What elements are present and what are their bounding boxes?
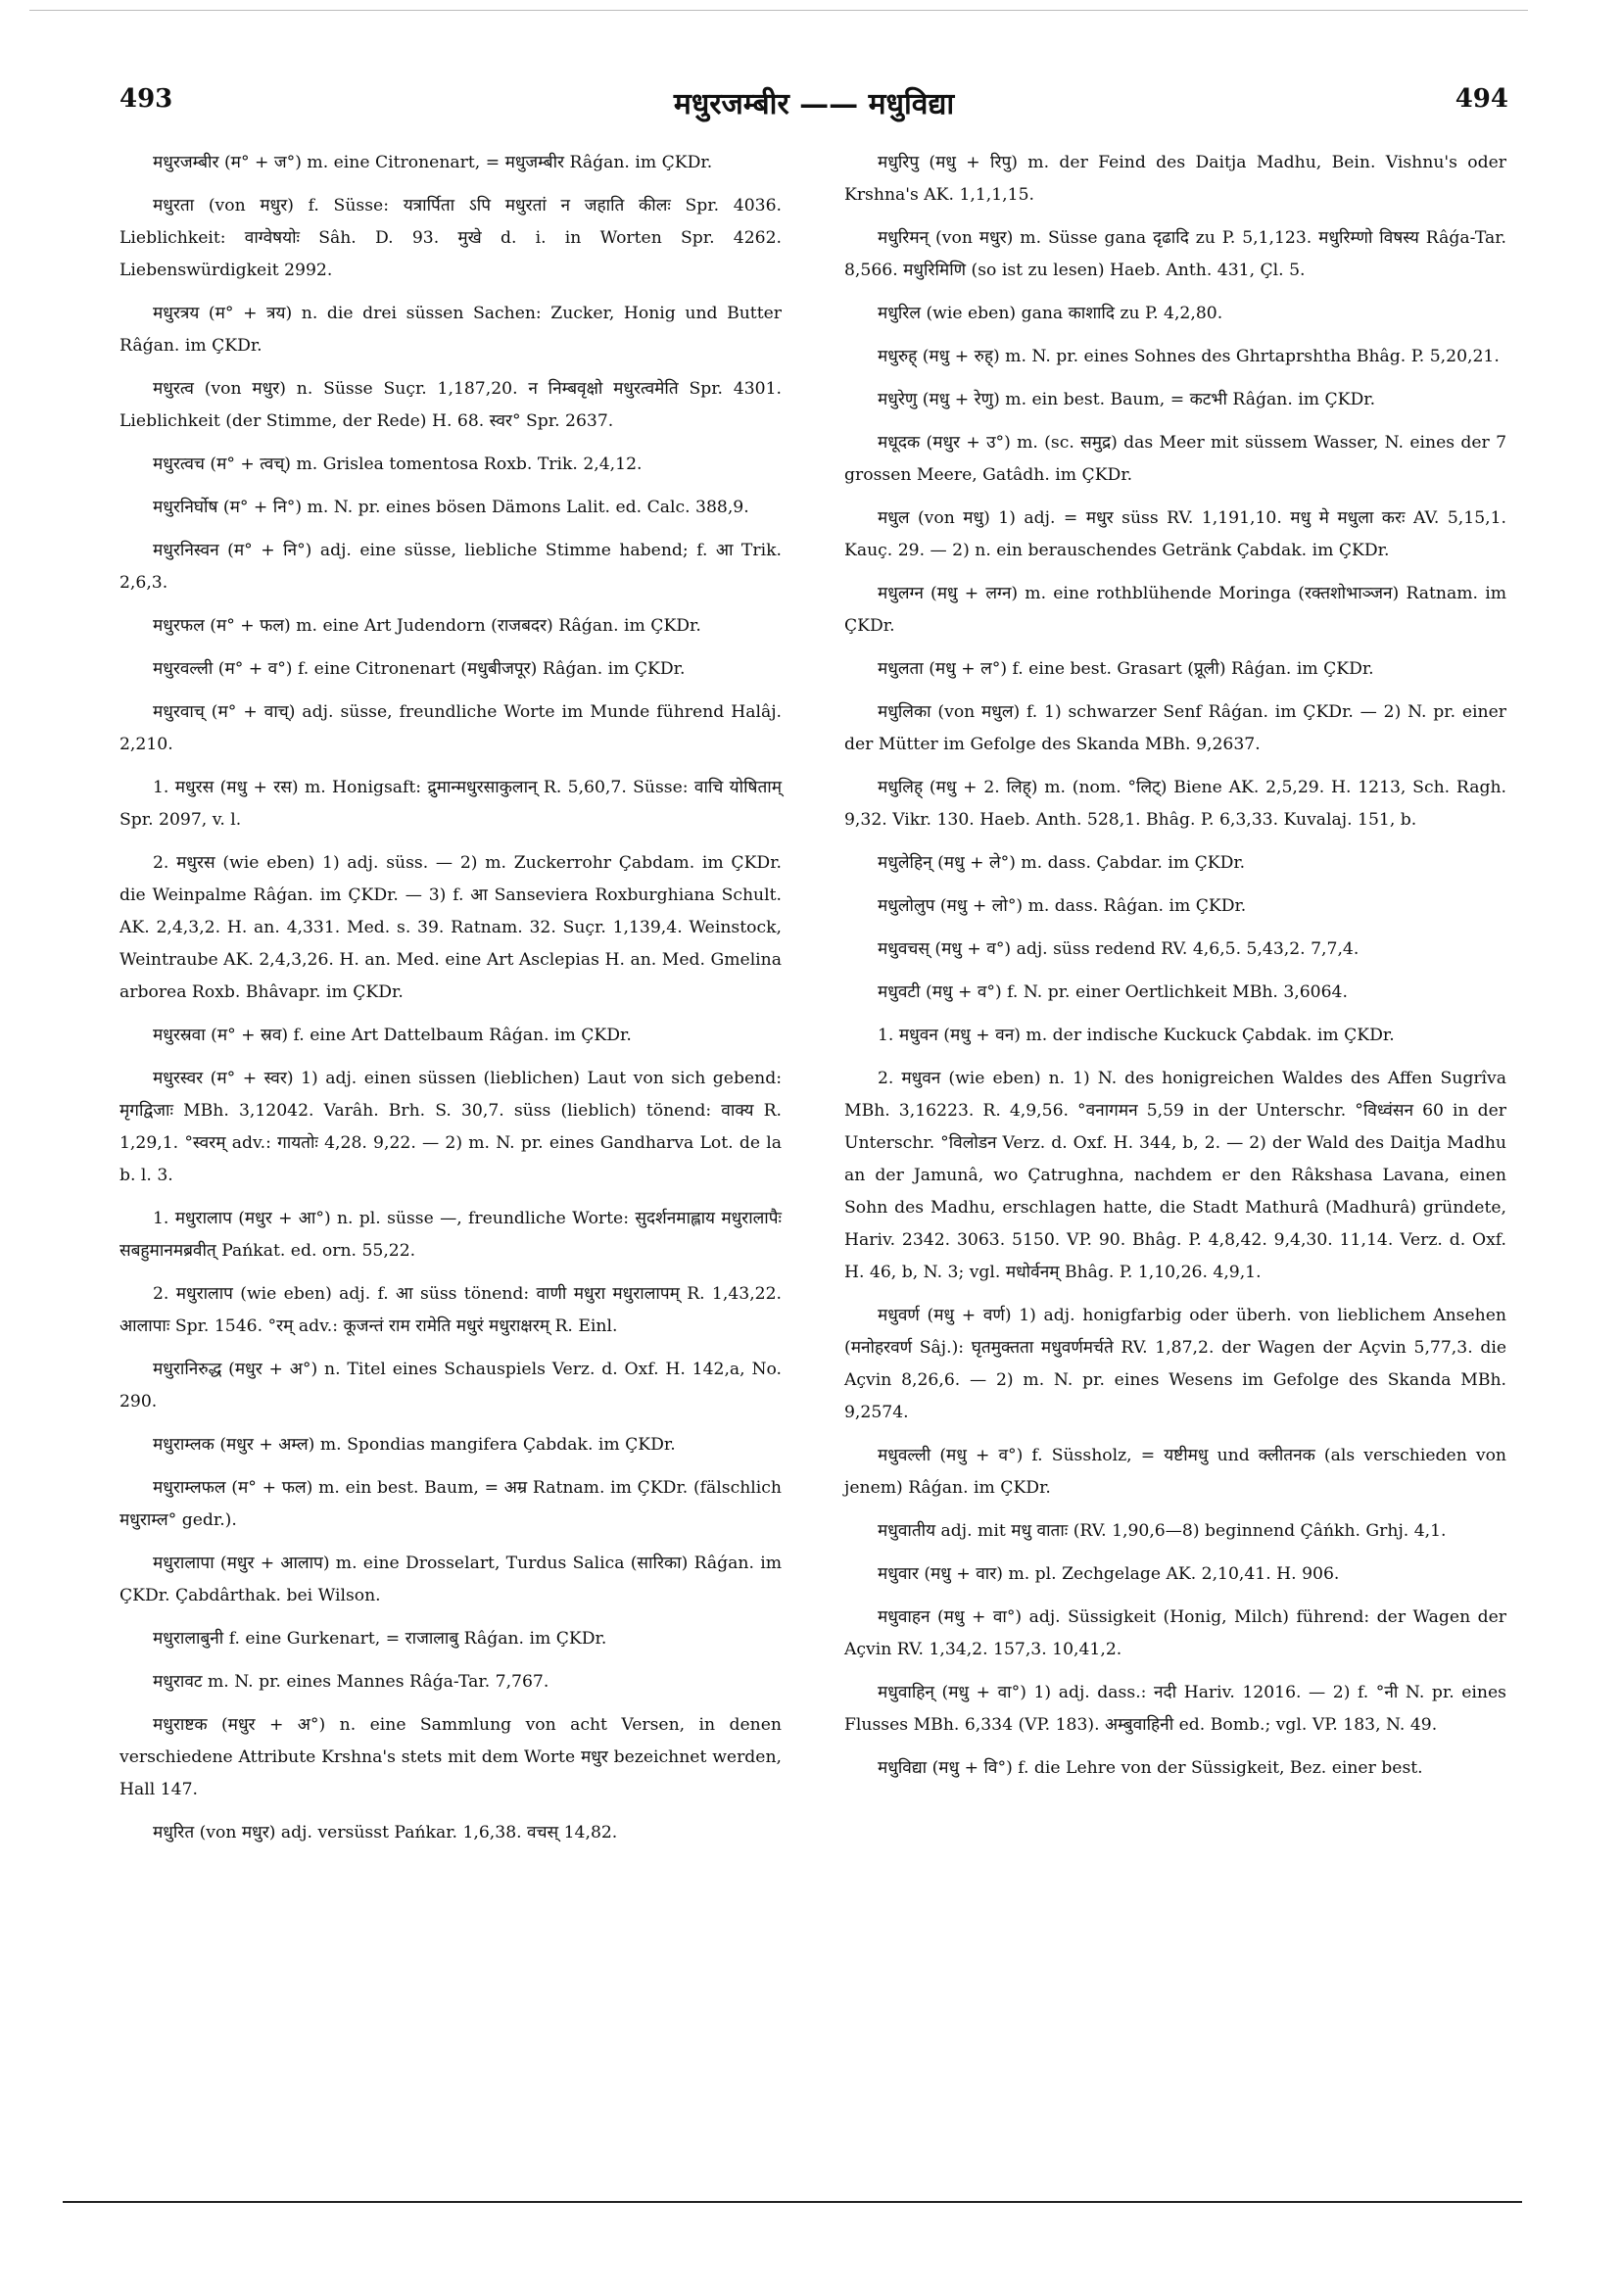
right-column [844, 147, 1506, 1795]
dictionary-entry: मधुवातीय adj. mit मधु वाताः (RV. 1,90,6—8) beginnend Çâńkh. Grhj. 4,1. [878, 1521, 1447, 1541]
dictionary-entry: मधुराष्टक (मधुर + अ°) n. eine Sammlung von acht Versen, in denen verschiedene Attribute Krshna's stets mit dem Worte मधुर bezeichnet werden, Hall 147. [119, 1715, 782, 1799]
running-head: मधुरजम्बीर —— मधुविद्या [673, 87, 955, 121]
dictionary-entry: मधुरालाबुनी f. eine Gurkenart, = राजालाबु Râǵan. im ÇKDr. [153, 1629, 607, 1649]
dictionary-entry: मधुवल्ली (मधु + व°) f. Süssholz, = यष्टीमधु und क्लीतनक (als verschieden von jenem) Râǵan. im ÇKDr. [844, 1446, 1506, 1498]
dictionary-entry: मधुरता (von मधुर) f. Süsse: यत्रार्पिता ऽपि मधुरतां न जहाति कीलः Spr. 4036. Lieblichkeit: वाग्वेषयोः Sâh. D. 93. मुखे d. i. in Worten Spr. 4262. Liebenswürdigkeit 2992. [119, 196, 782, 280]
page-number-right: 494 [1455, 84, 1508, 114]
dictionary-entry: मधुलता (मधु + ल°) f. eine best. Grasart (प्रूली) Râǵan. im ÇKDr. [878, 659, 1374, 679]
dictionary-entry: 2. मधुरस (wie eben) 1) adj. süss. — 2) m. Zuckerrohr Çabdam. im ÇKDr. die Weinpalme Râǵan. im ÇKDr. — 3) f. आ Sanseviera Roxburghiana Schult. AK. 2,4,3,2. H. an. 4,331. Med. s. 39. Ratnam. 32. Suçr. 1,139,4. Weinstock, Weintraube AK. 2,4,3,26. H. an. Med. eine Art Asclepias H. an. Med. Gmelina arborea Roxb. Bhâvapr. im ÇKDr. [119, 853, 782, 1002]
dictionary-entry: मधुरिमन् (von मधुर) m. Süsse gana दृढादि zu P. 5,1,123. मधुरिम्णो विषस्य Râǵa-Tar. 8,566. मधुरिमिणि (so ist zu lesen) Haeb. Anth. 431, Çl. 5. [844, 228, 1507, 280]
dictionary-entry: 1. मधुरस (मधु + रस) m. Honigsaft: द्रुमान्मधुरसाकुलान् R. 5,60,7. Süsse: वाचि योषिताम् Spr. 2097, v. l. [119, 778, 782, 830]
dictionary-entry: मधुरानिरुद्ध (मधुर + अ°) n. Titel eines Schauspiels Verz. d. Oxf. H. 142,a, No. 290. [119, 1360, 782, 1411]
dictionary-entry: मधुविद्या (मधु + वि°) f. die Lehre von der Süssigkeit, Bez. einer best. [878, 1758, 1423, 1778]
page-header [119, 84, 1508, 123]
dictionary-entry: मधुवार (मधु + वार) m. pl. Zechgelage AK. 2,10,41. H. 906. [878, 1564, 1340, 1584]
dictionary-entry: मधुरजम्बीर (म° + ज°) m. eine Citronenart, = मधुजम्बीर Râǵan. im ÇKDr. [153, 153, 713, 172]
dictionary-entry: मधुलिह् (मधु + 2. लिह्) m. (nom. °लिट्) Biene AK. 2,5,29. H. 1213, Sch. Ragh. 9,32. Vikr. 130. Haeb. Anth. 528,1. Bhâg. P. 6,3,33. Kuvalaj. 151, b. [844, 778, 1506, 830]
dictionary-entry: मधुरत्वच (म° + त्वच्) m. Grislea tomentosa Roxb. Trik. 2,4,12. [153, 454, 643, 474]
dictionary-entry: मधुलग्न (मधु + लग्न) m. eine rothblühende Moringa (रक्तशोभाञ्जन) Ratnam. im ÇKDr. [844, 584, 1506, 636]
dictionary-entry: 2. मधुरालाप (wie eben) adj. f. आ süss tönend: वाणी मधुरा मधुरालापम् R. 1,43,22. आलापाः Spr. 1546. °रम् adv.: कूजन्तं राम रामेति मधुरं मधुराक्षरम् R. Einl. [119, 1284, 782, 1336]
dictionary-entry: मधुरत्रय (म° + त्रय) n. die drei süssen Sachen: Zucker, Honig und Butter Râǵan. im ÇKDr. [119, 304, 782, 356]
dictionary-entry: मधुराम्लक (मधुर + अम्ल) m. Spondias mangifera Çabdak. im ÇKDr. [153, 1435, 676, 1455]
dictionary-entry: मधुरफल (म° + फल) m. eine Art Judendorn (राजबदर) Râǵan. im ÇKDr. [153, 616, 701, 636]
dictionary-entry: मधुरनिर्घोष (म° + नि°) m. N. pr. eines bösen Dämons Lalit. ed. Calc. 388,9. [153, 498, 749, 517]
dictionary-entry: मधुवचस् (मधु + व°) adj. süss redend RV. 4,6,5. 5,43,2. 7,7,4. [878, 939, 1360, 959]
dictionary-entry: मधुरस्रवा (म° + स्रव) f. eine Art Dattelbaum Râǵan. im ÇKDr. [153, 1026, 632, 1045]
dictionary-entry: मधुरवल्ली (म° + व°) f. eine Citronenart (मधुबीजपूर) Râǵan. im ÇKDr. [153, 659, 686, 679]
dictionary-entry: मधुरनिस्वन (म° + नि°) adj. eine süsse, liebliche Stimme habend; f. आ Trik. 2,6,3. [119, 541, 782, 593]
dictionary-entry: मधुरालापा (मधुर + आलाप) m. eine Drosselart, Turdus Salica (सारिका) Râǵan. im ÇKDr. Çabdârthak. bei Wilson. [119, 1554, 782, 1605]
dictionary-entry: मधुलेहिन् (मधु + ले°) m. dass. Çabdar. im ÇKDr. [878, 853, 1246, 873]
page-number-left: 493 [119, 84, 173, 114]
dictionary-entry: 1. मधुवन (मधु + वन) m. der indische Kuckuck Çabdak. im ÇKDr. [878, 1026, 1395, 1045]
dictionary-entry: मधुरावट m. N. pr. eines Mannes Râǵa-Tar. 7,767. [153, 1672, 549, 1692]
dictionary-entry: मधुवटी (मधु + व°) f. N. pr. einer Oertlichkeit MBh. 3,6064. [878, 982, 1348, 1002]
dictionary-entry: मधुवाहिन् (मधु + वा°) 1) adj. dass.: नदी Hariv. 12016. — 2) f. °नी N. pr. eines Flusses MBh. 6,334 (VP. 183). अम्बुवाहिनी ed. Bomb.; vgl. VP. 183, N. 49. [844, 1683, 1506, 1735]
dictionary-entry: मधुरेणु (मधु + रेणु) m. ein best. Baum, = कटभी Râǵan. im ÇKDr. [878, 390, 1376, 409]
dictionary-entry: मधुरित (von मधुर) adj. versüsst Pańkar. 1,6,38. वचस् 14,82. [153, 1823, 618, 1842]
bottom-rule [63, 2201, 1522, 2203]
dictionary-entry: 2. मधुवन (wie eben) n. 1) N. des honigreichen Waldes des Affen Sugrîva MBh. 3,16223. R. 4,9,56. °वनागमन 5,59 in der Unterschr. °विध्वंसन 60 in der Unterschr. °विलोडन Verz. d. Oxf. H. 344, b, 2. — 2) der Wald des Daitja Madhu an der Jamunâ, wo Çatrughna, nachdem er den Râkshasa Lavana, einen Sohn des Madhu, erschlagen hatte, die Stadt Mathurâ (Madhurâ) gründete, Hariv. 2342. 3063. 5150. VP. 90. Bhâg. P. 4,8,42. 9,4,30. 11,14. Verz. d. Oxf. H. 46, b, N. 3; vgl. मधोर्वनम् Bhâg. P. 1,10,26. 4,9,1. [844, 1069, 1506, 1282]
dictionary-entry: मधुवर्ण (मधु + वर्ण) 1) adj. honigfarbig oder überh. von lieblichem Ansehen (मनोहरवर्ण Sâj.): घृतमुक्तता मधुवर्णमर्चते RV. 1,87,2. der Wagen der Açvin 5,77,3. die Açvin 8,26,6. — 2) m. N. pr. eines Wesens im Gefolge des Skanda MBh. 9,2574. [844, 1306, 1506, 1422]
dictionary-entry: 1. मधुरालाप (मधुर + आ°) n. pl. süsse —, freundliche Worte: सुदर्शनमाह्लाय मधुरालापैः सबहुमानमब्रवीत् Pańkat. ed. orn. 55,22. [119, 1209, 782, 1261]
dictionary-entry: मधुवाहन (मधु + वा°) adj. Süssigkeit (Honig, Milch) führend: der Wagen der Açvin RV. 1,34,2. 157,3. 10,41,2. [844, 1607, 1506, 1659]
dictionary-entry: मधुलोलुप (मधु + लो°) m. dass. Râǵan. im ÇKDr. [878, 896, 1247, 916]
dictionary-entry: मधुरिपु (मधु + रिपु) m. der Feind des Daitja Madhu, Bein. Vishnu's oder Krshna's AK. 1,1,1,15. [844, 153, 1506, 205]
dictionary-entry: मधुल (von मधु) 1) adj. = मधुर süss RV. 1,191,10. मधु मे मधुला करः AV. 5,15,1. Kauç. 29. — 2) n. ein berauschendes Getränk Çabdak. im ÇKDr. [844, 508, 1506, 560]
dictionary-entry: मधुलिका (von मधुल) f. 1) schwarzer Senf Râǵan. im ÇKDr. — 2) N. pr. einer der Mütter im Gefolge des Skanda MBh. 9,2637. [844, 702, 1506, 754]
dictionary-entry: मधुराम्लफल (म° + फल) m. ein best. Baum, = अम्र Ratnam. im ÇKDr. (fälschlich मधुराम्ल° gedr.). [119, 1478, 782, 1530]
left-column [119, 147, 782, 1860]
dictionary-entry: मधुरवाच् (म° + वाच्) adj. süsse, freundliche Worte im Munde führend Halâj. 2,210. [119, 702, 782, 754]
dictionary-entry: मधुरुह् (मधु + रुह्) m. N. pr. eines Sohnes des Ghrtaprshtha Bhâg. P. 5,20,21. [878, 347, 1500, 366]
dictionary-entry: मधुरिल (wie eben) gana काशादि zu P. 4,2,80. [878, 304, 1223, 323]
dictionary-entry: मधूदक (मधुर + उ°) m. (sc. समुद्र) das Meer mit süssem Wasser, N. eines der 7 grossen Meere, Gatâdh. im ÇKDr. [844, 433, 1506, 485]
dictionary-entry: मधुरत्व (von मधुर) n. Süsse Suçr. 1,187,20. न निम्बवृक्षो मधुरत्वमेति Spr. 4301. Lieblichkeit (der Stimme, der Rede) H. 68. स्वर° Spr. 2637. [119, 379, 782, 431]
dictionary-entry: मधुरस्वर (म° + स्वर) 1) adj. einen süssen (lieblichen) Laut von sich gebend: मृगद्विजाः MBh. 3,12042. Varâh. Brh. S. 30,7. süss (lieblich) tönend: वाक्य R. 1,29,1. °स्वरम् adv.: गायतोः 4,28. 9,22. — 2) m. N. pr. eines Gandharva Lot. de la b. l. 3. [119, 1069, 782, 1185]
scan-top-edge-line [29, 10, 1528, 11]
